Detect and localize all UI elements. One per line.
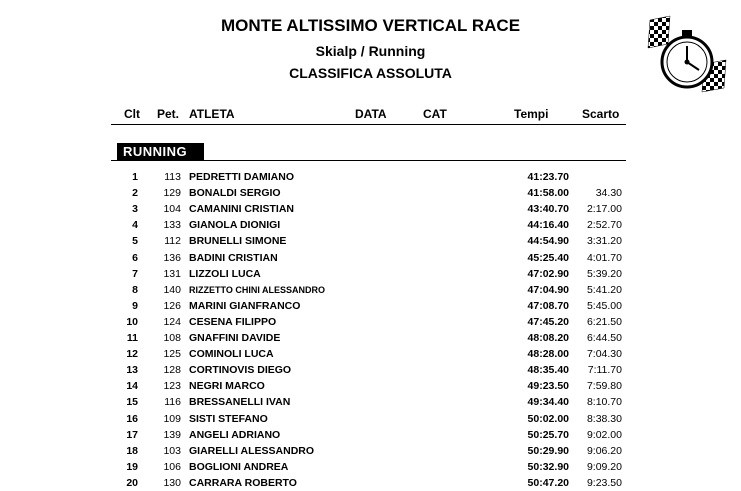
cell-clt: 10: [126, 315, 138, 328]
cell-tempi: 47:02.90: [527, 267, 569, 280]
cell-pet: 104: [163, 203, 181, 216]
table-row: [0, 362, 741, 378]
cell-clt: 9: [132, 299, 138, 312]
cell-scarto: 9:09.20: [586, 460, 622, 473]
table-row: [0, 330, 741, 346]
table-row: [0, 169, 741, 185]
column-header-tempi: Tempi: [514, 107, 549, 121]
cell-pet: 125: [163, 348, 181, 361]
cell-clt: 19: [126, 460, 138, 473]
table-row: [0, 378, 741, 394]
cell-pet: 133: [163, 219, 181, 232]
cell-athlete: MARINI GIANFRANCO: [189, 299, 301, 312]
cell-tempi: 41:58.00: [527, 187, 569, 200]
cell-athlete: BRESSANELLI IVAN: [189, 396, 291, 409]
cell-pet: 126: [163, 299, 181, 312]
cell-tempi: 50:47.20: [527, 476, 569, 489]
cell-tempi: 50:32.90: [527, 460, 569, 473]
table-row: [0, 282, 741, 298]
cell-pet: 112: [164, 235, 181, 248]
cell-clt: 11: [126, 332, 138, 344]
cell-clt: 2: [132, 187, 138, 200]
cell-scarto: 34.30: [595, 187, 622, 200]
column-header-scarto: Scarto: [582, 107, 620, 121]
section-divider: [111, 160, 626, 161]
cell-tempi: 45:25.40: [527, 251, 569, 264]
cell-pet: 123: [163, 380, 181, 393]
table-row: [0, 459, 741, 475]
cell-athlete: NEGRI MARCO: [189, 380, 265, 393]
table-row: [0, 298, 741, 314]
cell-athlete: GIARELLI ALESSANDRO: [189, 444, 315, 457]
cell-tempi: 43:40.70: [527, 203, 569, 216]
cell-pet: 136: [163, 251, 181, 264]
page-title: MONTE ALTISSIMO VERTICAL RACE: [220, 16, 521, 35]
classification-title: CLASSIFICA ASSOLUTA: [289, 65, 452, 81]
cell-pet: 116: [164, 396, 181, 409]
table-row: [0, 314, 741, 330]
section-label: RUNNING: [117, 143, 204, 160]
cell-tempi: 47:45.20: [527, 315, 569, 328]
cell-athlete: BADINI CRISTIAN: [189, 251, 278, 264]
cell-athlete: LIZZOLI LUCA: [189, 267, 261, 280]
cell-pet: 130: [163, 476, 181, 489]
cell-scarto: 6:21.50: [586, 315, 622, 328]
cell-pet: 113: [164, 171, 181, 183]
stopwatch-checkered-flag-logo: [646, 14, 728, 100]
cell-athlete: BONALDI SERGIO: [189, 187, 281, 200]
cell-scarto: 2:17.00: [586, 203, 622, 216]
cell-athlete: RIZZETTO CHINI ALESSANDRO: [189, 284, 326, 295]
cell-athlete: SISTI STEFANO: [189, 412, 268, 425]
cell-athlete: CESENA FILIPPO: [189, 315, 277, 328]
cell-athlete: GNAFFINI DAVIDE: [189, 332, 281, 344]
cell-clt: 7: [132, 267, 138, 280]
column-header-cat: CAT: [423, 107, 447, 121]
table-row: [0, 427, 741, 443]
cell-pet: 109: [163, 412, 181, 425]
cell-tempi: 41:23.70: [527, 171, 569, 183]
cell-clt: 16: [126, 412, 138, 425]
cell-pet: 139: [163, 428, 181, 441]
cell-pet: 140: [163, 283, 181, 296]
cell-tempi: 47:08.70: [527, 299, 569, 312]
cell-pet: 103: [163, 444, 181, 457]
cell-clt: 5: [132, 235, 138, 248]
cell-scarto: 7:04.30: [586, 348, 622, 361]
page-subtitle: Skialp / Running: [315, 43, 426, 59]
cell-athlete: ANGELI ADRIANO: [189, 428, 281, 441]
cell-pet: 108: [163, 332, 181, 344]
cell-clt: 13: [126, 364, 138, 377]
cell-tempi: 50:29.90: [527, 444, 569, 457]
cell-tempi: 50:25.70: [527, 428, 569, 441]
table-row: [0, 217, 741, 233]
cell-athlete: BRUNELLI SIMONE: [189, 235, 287, 248]
table-row: [0, 411, 741, 427]
cell-clt: 3: [132, 203, 138, 216]
cell-pet: 124: [163, 315, 181, 328]
cell-athlete: CAMANINI CRISTIAN: [189, 203, 294, 216]
cell-clt: 1: [132, 171, 138, 183]
cell-clt: 12: [126, 348, 138, 361]
cell-tempi: 50:02.00: [527, 412, 569, 425]
table-row: [0, 185, 741, 201]
cell-clt: 15: [126, 396, 138, 409]
cell-scarto: 5:45.00: [586, 299, 622, 312]
cell-clt: 18: [126, 444, 138, 457]
cell-tempi: 48:28.00: [527, 348, 569, 361]
table-row: [0, 266, 741, 282]
cell-scarto: 6:44.50: [586, 332, 622, 344]
cell-scarto: 8:10.70: [586, 396, 622, 409]
cell-athlete: BOGLIONI ANDREA: [189, 460, 289, 473]
cell-athlete: GIANOLA DIONIGI: [189, 219, 281, 232]
cell-clt: 4: [132, 219, 138, 232]
cell-clt: 17: [126, 428, 138, 441]
cell-tempi: 48:35.40: [527, 364, 569, 377]
column-header-atleta: ATLETA: [189, 107, 235, 121]
cell-scarto: 4:01.70: [586, 251, 622, 264]
cell-clt: 20: [126, 476, 138, 489]
cell-clt: 6: [132, 251, 138, 264]
column-header-pet: Pet.: [157, 107, 180, 121]
column-header-data: DATA: [355, 107, 387, 121]
cell-pet: 128: [163, 364, 181, 377]
cell-tempi: 49:34.40: [527, 396, 569, 409]
cell-athlete: PEDRETTI DAMIANO: [189, 171, 294, 183]
cell-tempi: 44:54.90: [527, 235, 569, 248]
cell-scarto: 3:31.20: [586, 235, 622, 248]
cell-scarto: 9:02.00: [586, 428, 622, 441]
cell-clt: 8: [132, 283, 138, 296]
cell-scarto: 7:11.70: [587, 364, 622, 377]
cell-athlete: CARRARA ROBERTO: [189, 476, 297, 489]
cell-pet: 131: [163, 267, 181, 280]
cell-athlete: CORTINOVIS DIEGO: [189, 364, 292, 377]
table-row: [0, 233, 741, 249]
table-row: [0, 443, 741, 459]
cell-tempi: 44:16.40: [527, 219, 569, 232]
cell-clt: 14: [126, 380, 138, 393]
header-divider: [111, 124, 626, 125]
cell-scarto: 9:23.50: [586, 476, 622, 489]
cell-tempi: 48:08.20: [527, 332, 569, 344]
cell-scarto: 9:06.20: [586, 444, 622, 457]
table-row: [0, 475, 741, 491]
table-row: [0, 201, 741, 217]
column-header-clt: Clt: [124, 107, 140, 121]
table-row: [0, 250, 741, 266]
cell-scarto: 7:59.80: [586, 380, 622, 393]
table-row: [0, 394, 741, 410]
cell-scarto: 8:38.30: [586, 412, 622, 425]
cell-scarto: 5:41.20: [586, 283, 622, 296]
table-row: [0, 346, 741, 362]
cell-scarto: 5:39.20: [586, 267, 622, 280]
cell-tempi: 49:23.50: [527, 380, 569, 393]
cell-athlete: COMINOLI LUCA: [189, 348, 274, 361]
cell-tempi: 47:04.90: [527, 283, 569, 296]
cell-pet: 106: [163, 460, 181, 473]
cell-pet: 129: [163, 187, 181, 200]
cell-scarto: 2:52.70: [586, 219, 622, 232]
